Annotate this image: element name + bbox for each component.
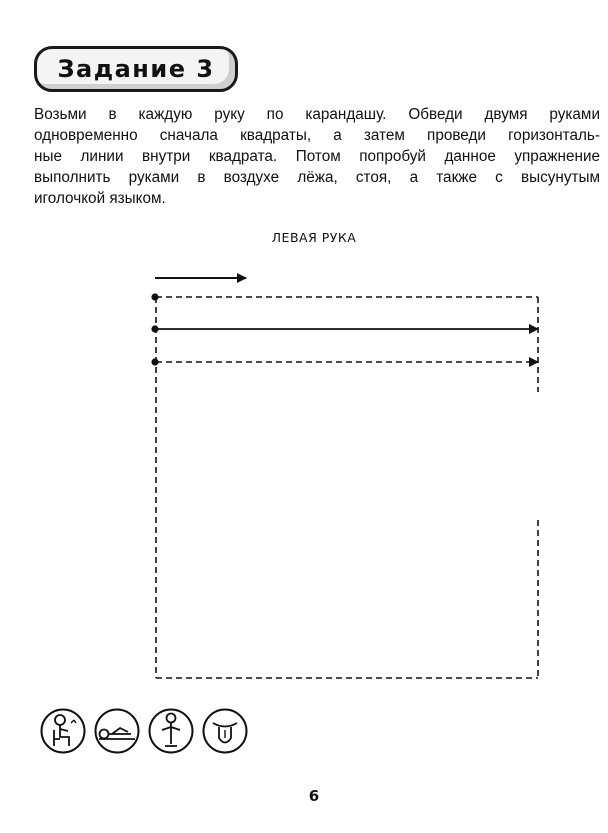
pose-icons xyxy=(40,708,248,758)
dashed-square xyxy=(156,297,538,678)
page-number: 6 xyxy=(308,787,320,805)
instruction-line: ные линии внутри квадрата. Потом попробуй данное упражнение xyxy=(34,148,600,165)
standing-person-icon xyxy=(148,708,194,754)
task-title: Задание 3 xyxy=(57,55,215,83)
hand-label: ЛЕВАЯ РУКА xyxy=(271,230,357,245)
lying-person-icon xyxy=(94,708,140,754)
instruction-line: Возьми в каждую руку по карандашу. Обведи двумя руками xyxy=(34,106,600,123)
start-dot xyxy=(151,325,158,332)
sitting-person-icon xyxy=(40,708,86,754)
instruction-line: выполнить руками в воздухе лёжа, стоя, а также с высунутым xyxy=(34,169,600,186)
start-dot xyxy=(151,293,158,300)
tongue-out-icon xyxy=(202,708,248,754)
start-dot xyxy=(151,358,158,365)
instruction-line: одновременно сначала квадраты, а затем проведи горизонталь- xyxy=(34,127,600,144)
instruction-line: иголочкой языком. xyxy=(34,190,166,207)
